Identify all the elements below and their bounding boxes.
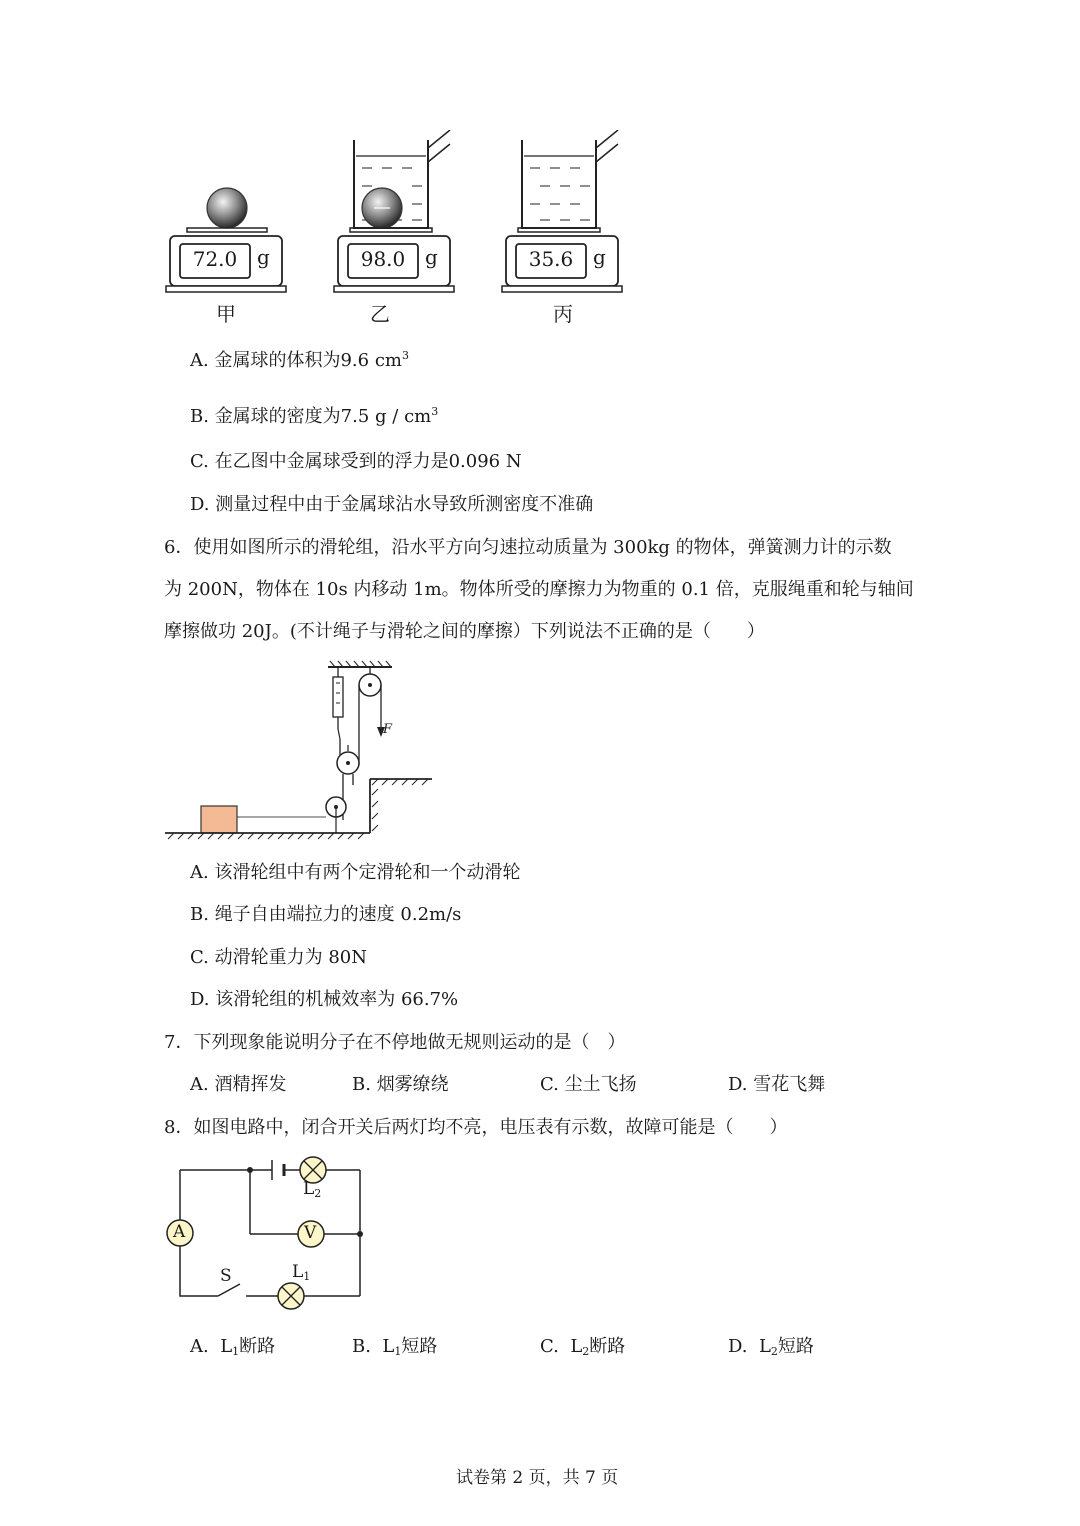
block [201,806,237,833]
q6-stem-line3: 摩擦做功 20J。(不计绳子与滑轮之间的摩擦）下列说法不正确的是（ ） [164,621,765,642]
voltmeter-label: V [304,1223,317,1243]
q8-option-d: D. $L_2$短路 [728,1336,814,1358]
q5-option-b: B. 金属球的密度为7.5 g / $cm^3$ [190,405,439,427]
scale-reading-jia: 72.0 [192,247,238,271]
scale-unit-bing: g [593,245,606,269]
pulley-figure [160,655,440,845]
scale-reading-bing: 35.6 [528,247,574,271]
metal-ball [207,188,247,228]
scale-reading-yi: 98.0 [360,247,406,271]
q6-option-c: C. 动滑轮重力为 80N [190,947,367,968]
q8-option-c: C. $L_2$断路 [540,1336,626,1358]
q8-option-b: B. $L_1$短路 [352,1336,438,1358]
q7-option-b: B. 烟雾缭绕 [352,1074,449,1095]
scale-jia [166,188,286,292]
switch-label: S [220,1266,232,1286]
q8-stem: 8．如图电路中，闭合开关后两灯均不亮，电压表有示数，故障可能是（ ） [164,1117,788,1138]
q6-stem-line2: 为 200N，物体在 10s 内移动 1m。物体所受的摩擦力为物重的 0.1 倍，克服绳重和轮与轴间 [164,579,914,600]
q6-option-b: B. 绳子自由端拉力的速度 0.2m/s [190,904,462,925]
ammeter-label: A [173,1222,186,1242]
label-jia: 甲 [216,302,236,326]
q6-stem-line1: 6．使用如图所示的滑轮组，沿水平方向匀速拉动质量为 300kg 的物体，弹簧测力计的示数 [164,537,892,558]
q7-stem: 7．下列现象能说明分子在不停地做无规则运动的是（ ） [164,1032,626,1053]
q6-option-a: A. 该滑轮组中有两个定滑轮和一个动滑轮 [190,862,521,883]
q5-option-a: A. 金属球的体积为9.6 $cm^3$ [190,349,409,371]
label-bing: 丙 [553,302,573,326]
force-label: F [383,722,393,737]
q6-option-d: D. 该滑轮组的机械效率为 66.7% [190,989,459,1010]
q5-option-d: D. 测量过程中由于金属球沾水导致所测密度不准确 [190,494,594,515]
q5-option-c: C. 在乙图中金属球受到的浮力是0.096 N [190,451,522,472]
page-footer: 试卷第 2 页，共 7 页 [456,1468,619,1488]
scale-unit-jia: g [257,245,270,269]
q7-option-d: D. 雪花飞舞 [728,1074,826,1095]
q7-option-a: A. 酒精挥发 [190,1074,287,1095]
q7-option-c: C. 尘土飞扬 [540,1074,637,1095]
lamp-l2-label: $L_2$ [303,1179,322,1200]
lamp-l1-label: $L_1$ [292,1262,311,1283]
circuit-figure [160,1150,380,1320]
label-yi: 乙 [370,302,390,326]
q8-option-a: A. $L_1$断路 [190,1336,276,1358]
scale-unit-yi: g [425,245,438,269]
